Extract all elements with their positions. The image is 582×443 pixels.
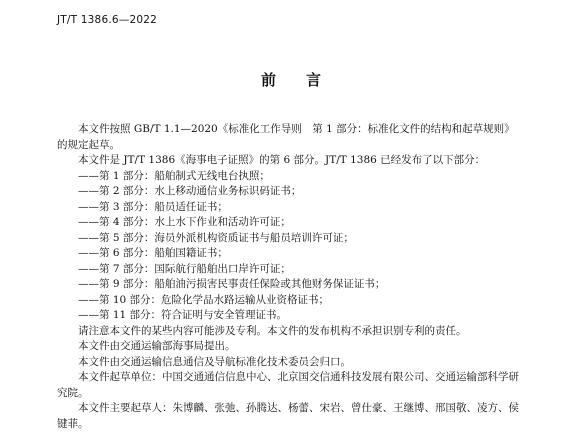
document-body bbox=[57, 122, 525, 432]
page-title: 前 言 bbox=[260, 71, 321, 89]
list-item-part-2: ——第 2 部分：水上移动通信业务标识码证书； bbox=[78, 185, 302, 197]
list-item-part-1: ——第 1 部分：船舶制式无线电台执照； bbox=[78, 169, 270, 182]
paragraph-proposer: 本文件由交通运输部海事局提出。 bbox=[78, 340, 236, 352]
list-item-part-3: ——第 3 部分：船员适任证书； bbox=[78, 200, 228, 213]
paragraph-technical-committee: 本文件由交通运输信息通信及导航标准化技术委员会归口。 bbox=[78, 355, 351, 368]
paragraph-drafting-rules: 本文件按照 GB/T 1.1—2020《标准化工作导则 第 1 部分：标准化文件的结构和起草规则》的规定起草。 bbox=[57, 123, 515, 151]
list-item-part-7: ——第 7 部分：国际航行船舶出口岸许可证； bbox=[78, 262, 291, 275]
list-item-part-4: ——第 4 部分：水上水下作业和活动许可证； bbox=[78, 216, 291, 228]
list-item-part-5: ——第 5 部分：海员外派机构资质证书与船员培训许可证； bbox=[78, 231, 354, 244]
list-item-part-6: ——第 6 部分：船舶国籍证书； bbox=[78, 247, 228, 259]
paragraph-patent-notice: 请注意本文件的某些内容可能涉及专利。本文件的发布机构不承担识别专利的责任。 bbox=[78, 324, 467, 337]
paragraph-drafting-organizations: 本文件起草单位：中国交通通信信息中心、北京国交信通科技发展有限公司、交通运输部科学研究院。 bbox=[57, 371, 519, 399]
list-item-part-10: ——第 10 部分：危险化学品水路运输从业资格证书； bbox=[78, 293, 330, 306]
list-item-part-9: ——第 9 部分：船舶油污损害民事责任保险或其他财务保证证书； bbox=[78, 278, 386, 290]
list-item-part-11: ——第 11 部分：符合证明与安全管理证书。 bbox=[78, 309, 288, 321]
paragraph-series-intro: 本文件是 JT/T 1386《海事电子证照》的第 6 部分。JT/T 1386 已经发布了以下部分： bbox=[78, 154, 486, 166]
paragraph-main-drafters: 本文件主要起草人：朱博麟、张弛、孙腾达、杨蕾、宋岩、曾仕豪、王继博、邢国敬、凌方、侯键菲。 bbox=[57, 402, 519, 430]
document-code-header: JT/T 1386.6—2022 bbox=[57, 14, 157, 26]
